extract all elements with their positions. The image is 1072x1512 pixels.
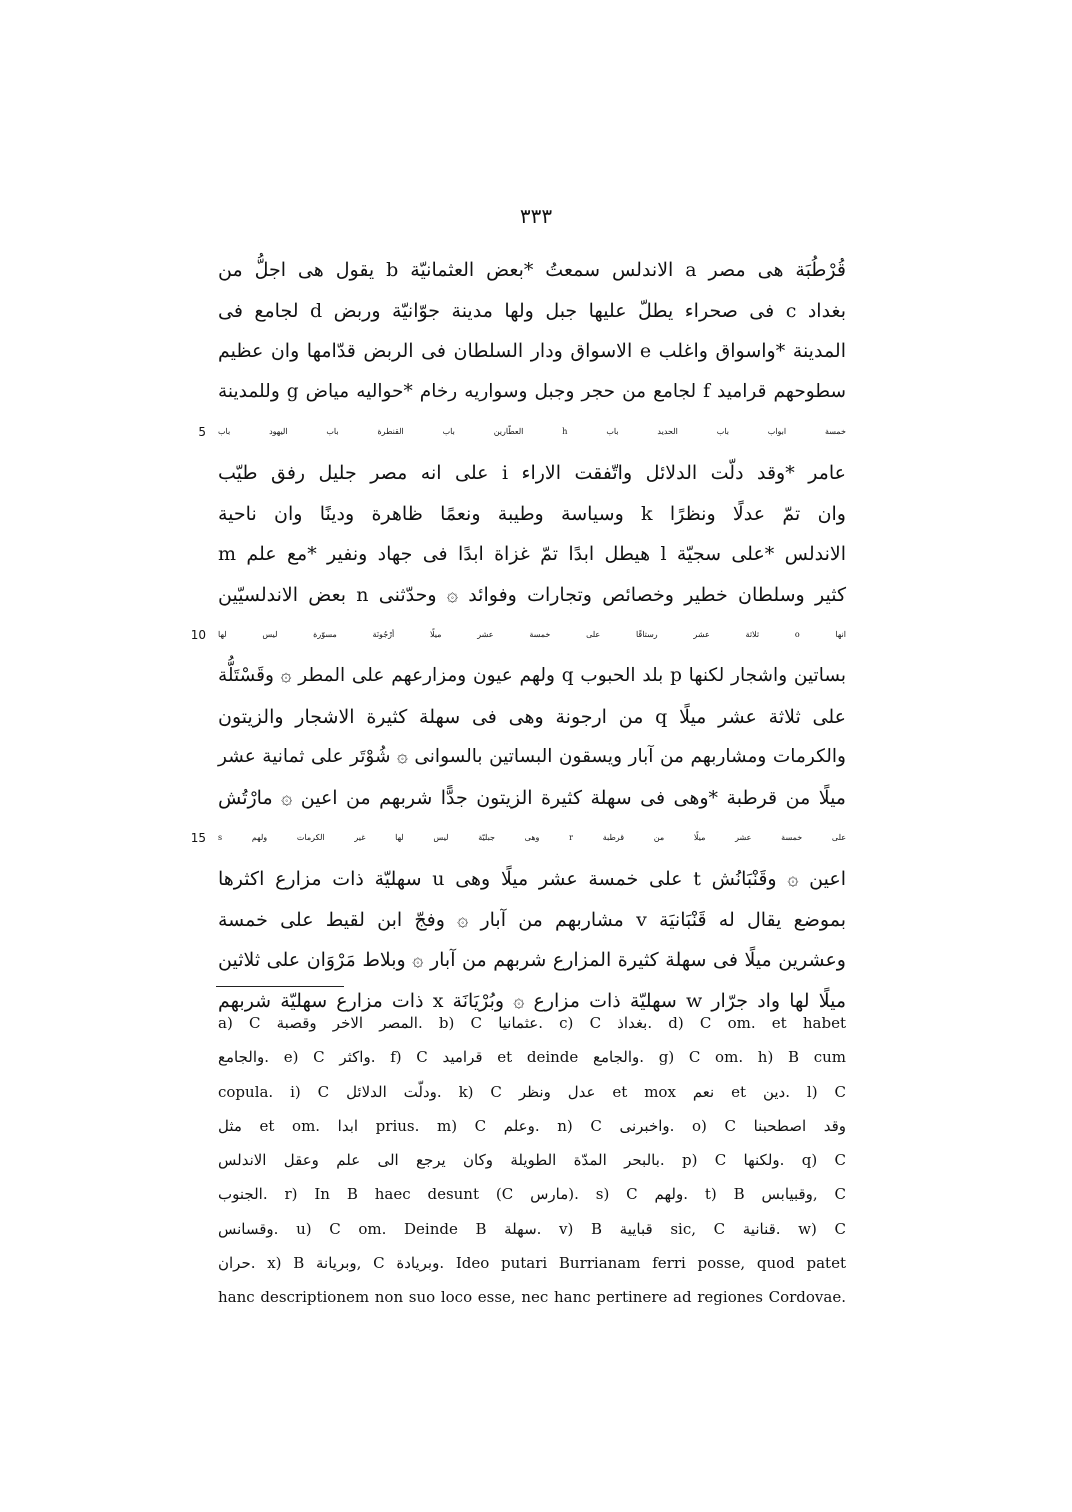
footnote-line: حران. x) B وبريانة, C وبريادة. Ideo putari Burrianam ferri posse, quod patet [218, 1254, 846, 1273]
text-line: بساتين واشجار لكنها p بلد الحبوب q ولهم عيون ومزارعهم على المطر ۞ وقَسْتَلُّة [218, 664, 846, 686]
footnote-line: وقسانس. u) C om. Deinde B سهلة. v) B قبايية sic, C قنانية. w) C [218, 1219, 846, 1238]
text-line: خمسة ابواب باب الحديد باب h العطّارين باب القنطرة باب اليهود باب 5 [218, 412, 846, 453]
footnote-line: الجنوب. r) In B haec desunt (C مارس). s) C ولهم. t) B وقبيابس, C [218, 1185, 847, 1204]
footnote-line: بالبحر المدّة الطويلة وكان يرجع الى علم وعقل الاندلس. p) C ولكنها. q) C [218, 1151, 846, 1170]
page-number: ٣٣٣ [519, 204, 553, 228]
text-line: ميلًا لها واد جرّار w سهليّة ذات مزارع ۞ وبُرْيَانَة x ذات مزارع سهليّة شربهم [218, 989, 847, 1012]
text-line: الاندلس *على سجيّة l هيطل ابدًا تمّ غزاة ابدًا فى جهاد ونفير *مع علم m [218, 543, 846, 566]
text-line: انها o ثلاثة عشر رستاقًا على خمسة عشر ميلًا أرْجُونَة مسوّرة ليس لها 10 [218, 615, 846, 656]
footnote-line: copula. i) C ودلّت الدلائل. k) C عدل ونظر et mox نعم et دين. l) C [218, 1082, 846, 1101]
text-line: وان تمّ عدلًا ونظرًا k وسياسة وطيبة ونعمًا ظاهرة ودينًا وان ناحية [218, 502, 846, 525]
text-line: عامر *وقد دلّت الدلائل واتّفقت الاراء i على انه مصر جليل رفق طيّب [218, 461, 846, 484]
line-number: 10 [190, 628, 206, 643]
text-line: بموضع يقال له قَنْبَانيَة v مشاربهم من آبار ۞ وفجّ ابن لقيط على خمسة [218, 908, 846, 931]
footnote-separator [216, 986, 344, 987]
text-line: بغداد c فى صحراء يطلّ عليها جبل ولها مدينة جوّانيّة وربض d لجامع فى [218, 299, 846, 322]
footnote-line: a) C المصر الاخر وقصبة. b) C عثمانيا. c) C بغداذ. d) C om. et habet [218, 1014, 846, 1032]
text-line: المدينة *واسواق واغلب e الاسواق ودار السلطان فى الربض قدّامها وان عظيم [218, 340, 846, 363]
text-line: والكرمات ومشاربهم من آبار ويسقون البساتين بالسوانى ۞ شُوْتَر على ثمانية عشر [218, 746, 846, 768]
footnote-line: hanc descriptionem non suo loco esse, nec hanc pertinere ad regiones Cordovae. [218, 1288, 846, 1307]
text-line: اعين ۞ وقَنْبَانُش t على خمسة عشر ميلًا وهى u سهليّة ذات مزارع اكثرها [218, 867, 846, 890]
text-line: قُرْطُبَة هى مصر a الاندلس سمعتُ *بعض العثمانيّة b يقول هى اجلُّ من [218, 259, 846, 281]
footnotes [218, 1006, 846, 1315]
text-line: على ثلاثة عشر ميلًا q من ارجونة وهى فى سهلة كثيرة الاشجار والزيتون [218, 705, 846, 728]
footnote-line: والجامع. e) C واكثر. f) C قراميد et deinde والجامع. g) C om. h) B cum [218, 1048, 847, 1067]
main-text [190, 250, 847, 1021]
text-line: وعشرين ميلًا فى سهلة كثيرة المزارع شربهم من آبار ۞ وبلاط مَرْوَان على ثلاثين [218, 949, 846, 972]
line-number: 15 [190, 831, 206, 846]
text-line: ميلًا من قرطبة *وهى فى سهلة كثيرة الزيتون جدًّا شربهم من اعين ۞ مارْتُش [218, 786, 846, 809]
text-line: سطوحهم قراميد f لجامع من حجر وجبل وسواريه رخام *حواليه مياض g وللمدينة [218, 380, 846, 402]
footnote-line: مثل et om. ابدا prius. m) C وعلم. n) C واخبرنى. o) C وقد اصطحبنا [218, 1116, 847, 1135]
text-line: على خمسة عشر ميلًا من قرطبة r وهى جبليّة ليس لها غير الكرمات ولهم s 15 [218, 818, 846, 859]
line-number: 5 [198, 425, 206, 440]
text-line: كثير وسلطان خطير وخصائص وتجارات وفوائد ۞ وحدّثنى n بعض الاندلسيّين [218, 583, 846, 606]
